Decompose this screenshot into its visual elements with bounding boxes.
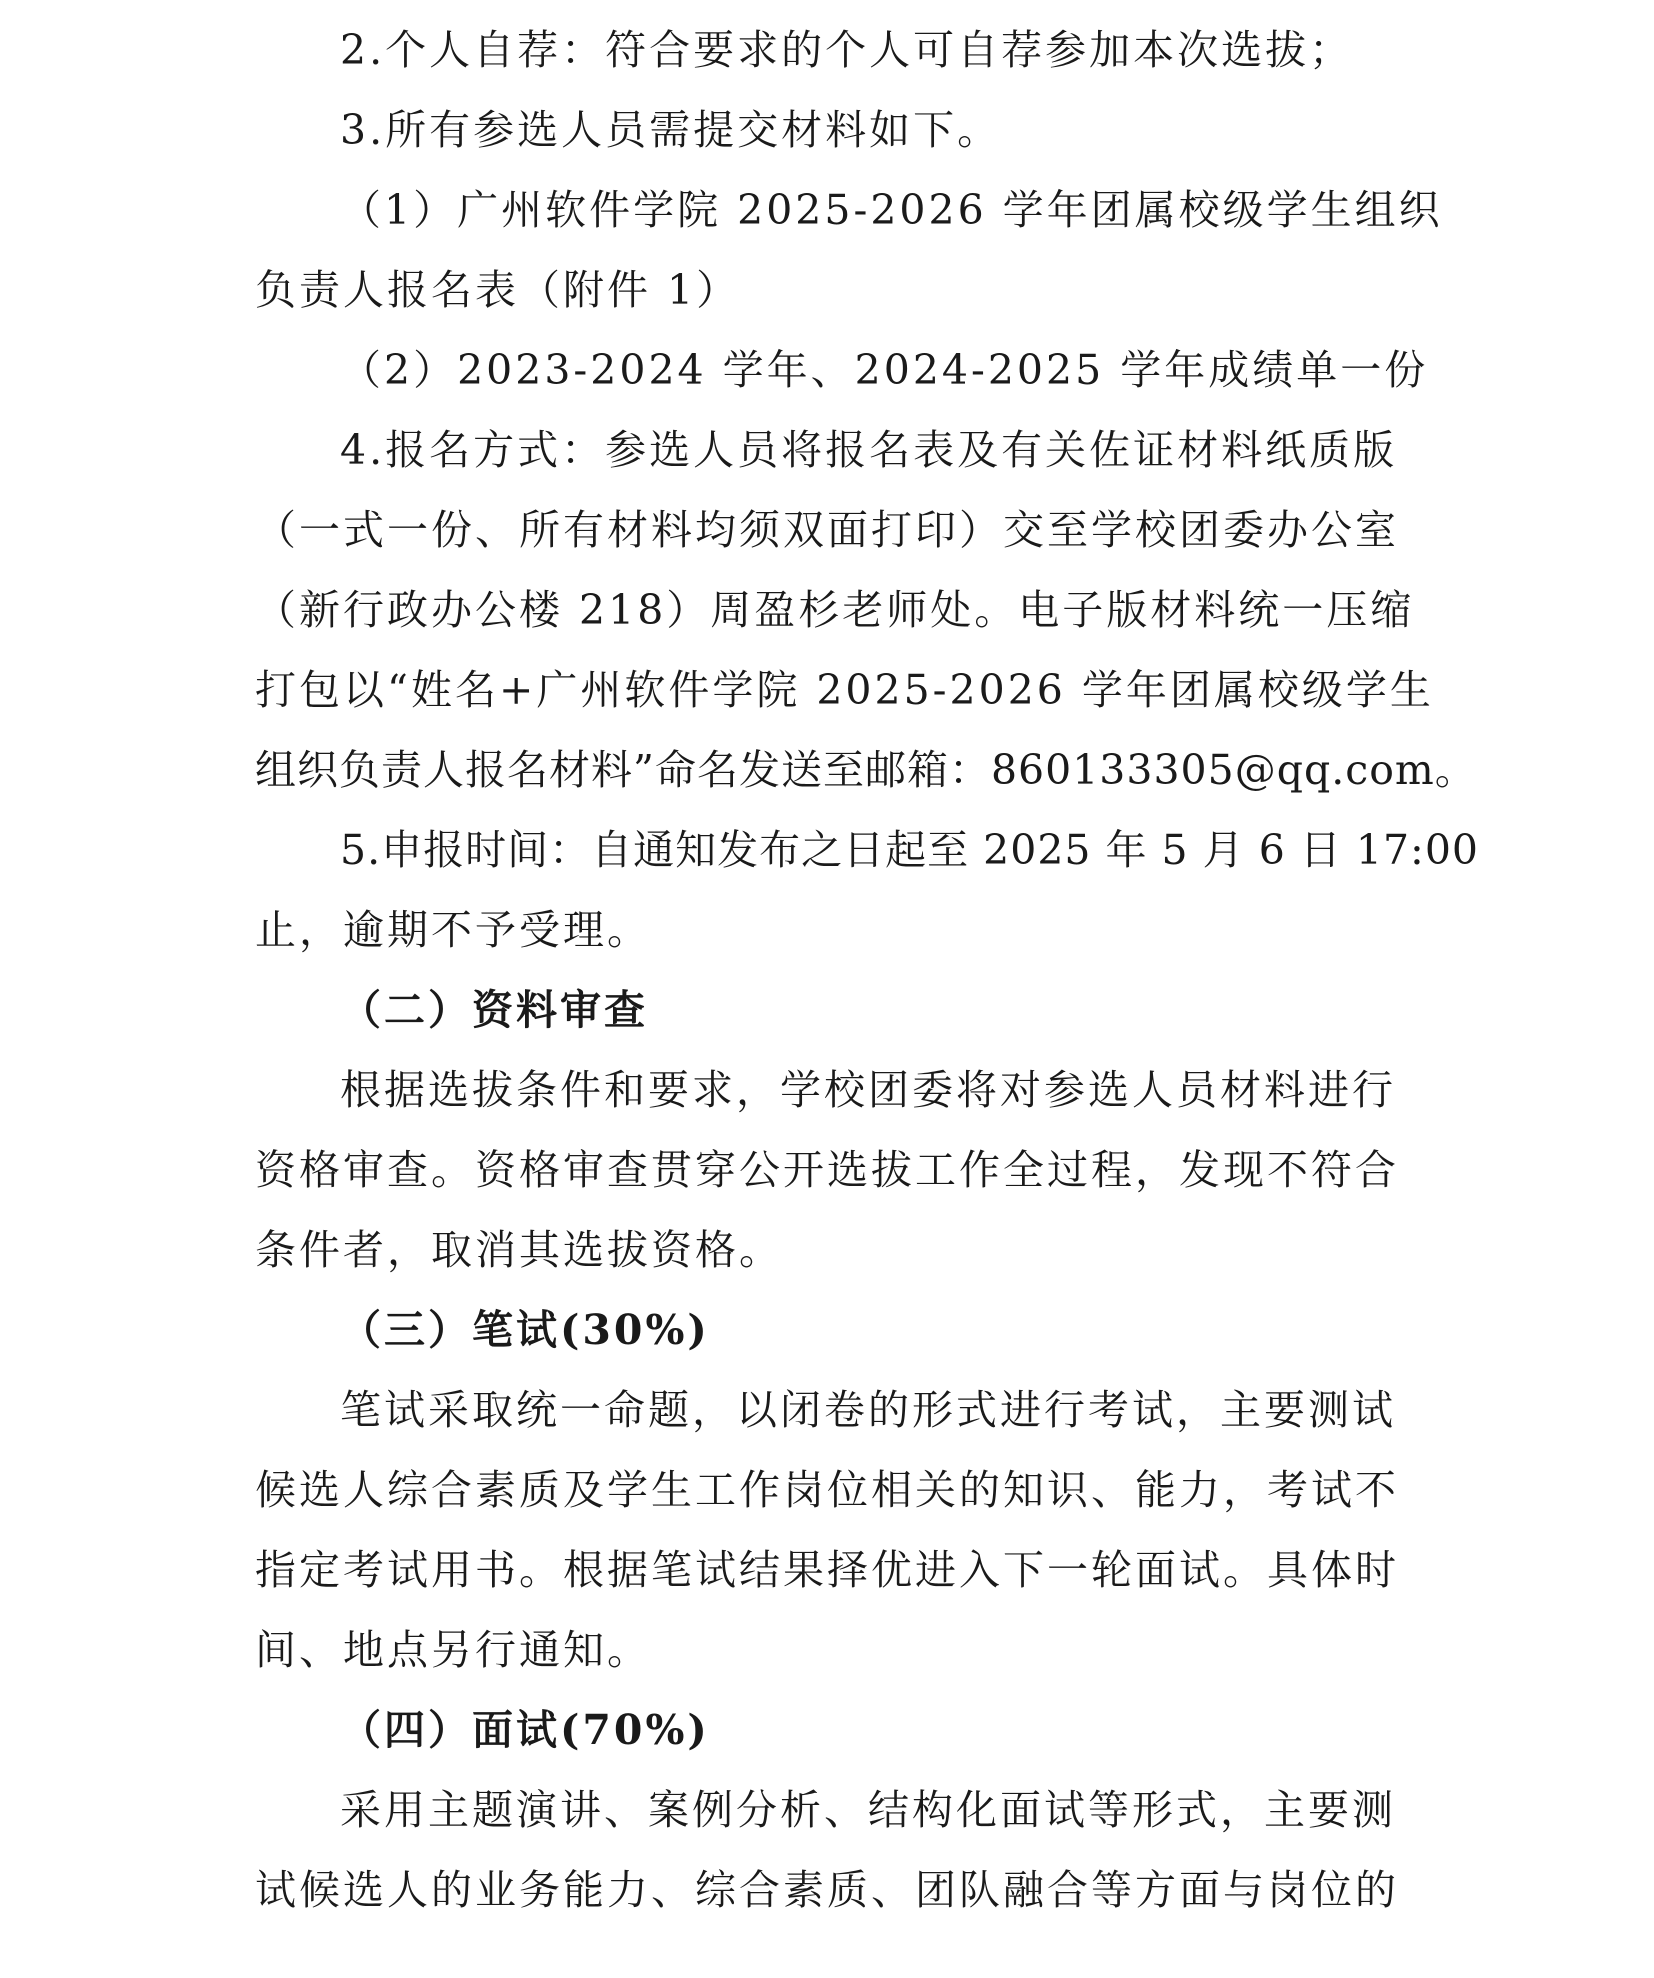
paragraph-line: （1）广州软件学院 2025-2026 学年团属校级学生组织 bbox=[340, 186, 1443, 234]
paragraph-line: 资格审查。资格审查贯穿公开选拔工作全过程，发现不符合 bbox=[255, 1146, 1399, 1194]
paragraph-line: 3.所有参选人员需提交材料如下。 bbox=[340, 106, 1002, 154]
paragraph-line: 候选人综合素质及学生工作岗位相关的知识、能力，考试不 bbox=[255, 1466, 1399, 1514]
paragraph-line: 条件者，取消其选拔资格。 bbox=[255, 1226, 783, 1274]
section-heading: （二）资料审查 bbox=[340, 986, 648, 1034]
paragraph-line: （一式一份、所有材料均须双面打印）交至学校团委办公室 bbox=[255, 506, 1399, 554]
paragraph-line: 2.个人自荐：符合要求的个人可自荐参加本次选拔； bbox=[340, 26, 1354, 74]
paragraph-line: 止，逾期不予受理。 bbox=[255, 906, 651, 954]
paragraph-line: 5.申报时间：自通知发布之日起至 2025 年 5 月 6 日 17:00 bbox=[340, 826, 1480, 874]
paragraph-line: 4.报名方式：参选人员将报名表及有关佐证材料纸质版 bbox=[340, 426, 1398, 474]
paragraph-line: 根据选拔条件和要求，学校团委将对参选人员材料进行 bbox=[340, 1066, 1396, 1114]
section-heading: （四）面试(70%) bbox=[340, 1706, 710, 1754]
paragraph-line: 负责人报名表（附件 1） bbox=[255, 266, 741, 314]
paragraph-line: 采用主题演讲、案例分析、结构化面试等形式，主要测 bbox=[340, 1786, 1396, 1834]
paragraph-line: （2）2023-2024 学年、2024-2025 学年成绩单一份 bbox=[340, 346, 1429, 394]
paragraph-line: 组织负责人报名材料”命名发送至邮箱：860133305@qq.com。 bbox=[255, 746, 1477, 794]
paragraph-line: 笔试采取统一命题，以闭卷的形式进行考试，主要测试 bbox=[340, 1386, 1396, 1434]
paragraph-line: 指定考试用书。根据笔试结果择优进入下一轮面试。具体时 bbox=[255, 1546, 1399, 1594]
paragraph-line: 打包以“姓名+广州软件学院 2025-2026 学年团属校级学生 bbox=[255, 666, 1434, 714]
section-heading: （三）笔试(30%) bbox=[340, 1306, 710, 1354]
paragraph-line: 间、地点另行通知。 bbox=[255, 1626, 651, 1674]
paragraph-line: 试候选人的业务能力、综合素质、团队融合等方面与岗位的 bbox=[255, 1866, 1399, 1914]
paragraph-line: （新行政办公楼 218）周盈杉老师处。电子版材料统一压缩 bbox=[255, 586, 1415, 634]
